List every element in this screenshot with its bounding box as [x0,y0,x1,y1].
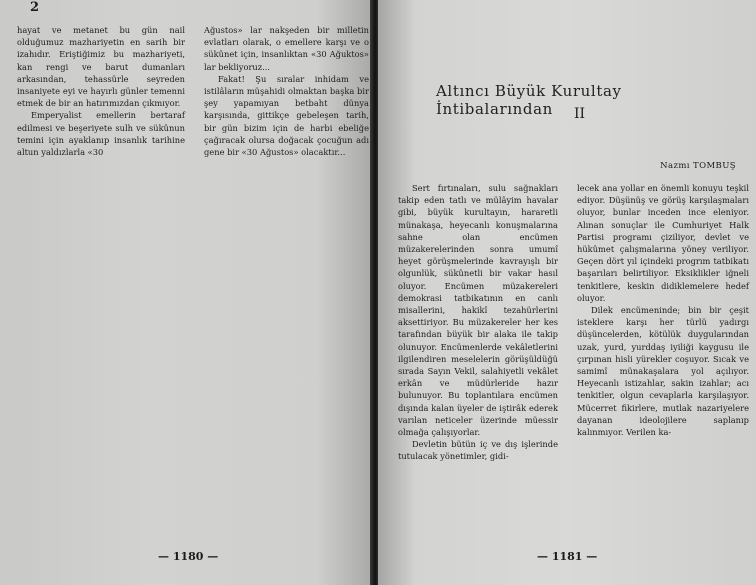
right-column-2 [577,182,749,438]
paragraph: Emperyalist emellerin bertaraf edilmesi ve beşeriyete sulh ve sükûnun temini için ayaklanıp insanlık tarihine altun yaldızlarla «30 [17,110,185,158]
right-column-1 [398,182,558,463]
left-column-1 [17,24,185,158]
article-title: Altıncı Büyük Kurultay İntibalarından [436,82,622,118]
article-part-numeral: II [574,106,586,122]
top-page-number: 2 [30,0,40,15]
paragraph: lecek ana yollar en önemli konuyu teşkil ediyor. Düşünüş ve görüş karşılaşmaları oluyor, bunlar inceden ince eleniyor. Alınan sonuçlar ile Cumhuriyet Halk Partisi programı çiziliyor, devlet ve hükûmet çalışmalarına yöney veriliyor. Geçen dört yıl içindeki progrım tatbikatı başarıları belirtiliyor. Eksiklikler iğneli tenkitlere, keskin didiklemelere hedef oluyor. [577,183,749,303]
right-page [378,0,756,585]
author-name: Nazmı TOMBUŞ [660,161,736,171]
paragraph: Devletin bütün iç ve dış işlerinde tutulacak yönetimler, gidi- [398,439,558,462]
right-footer-page-number: — 1181 — [537,550,598,563]
paragraph: Ağustos» lar nakşeden bir milletin evlatları olarak, o emellere karşı ve o sükûnet için, insanlıktan «30 Ağuktos» lar bekliyoruz... [204,25,369,72]
left-page [0,0,372,585]
paragraph: Dilek encümeninde; bin bir çeşit isteklere karşı her türlü yadırgı düşüncelerden, kötülük duygularından uzak, yurd, yurddaş iyiliği kaygusu ile çırpınan hisli yürekler coşuyor. Sıcak ve samimî münakaşalara yol açılıyor. Heyecanlı istizahlar, sakin izahlar; acı tenkitler, olgun cevaplarla karşılaşıyor. Mücerret fikirlere, mutlak nazariyelere dayanan ideolojilere saplanıp kalınmıyor. Verilen ka- [577,305,749,438]
left-footer-page-number: — 1180 — [158,550,219,563]
left-column-2 [204,24,369,158]
paragraph: hayat ve metanet bu gün nail olduğumuz mazhariyetin en sarih bir izahıdır. Eriştiğimiz bu mazhariyeti, kan rengi ve barut dumanları arkasından, tehassürle seyreden insaniyete eyi ve hayırlı günler temenni etmek de bir an hatırımızdan çıkmıyor. [17,25,185,109]
paragraph: Fakat! Şu sıralar inhidam ve istilâların müşahidi olmaktan başka bir şey yapamıyan betbaht dünya karşısında, gittikçe gebeleşen tarih, bir gün bizim için de harbi ebeliğe çağıracak olursa doğacak çocuğun adı gene bir «30 Ağustos» olacaktır... [204,73,369,158]
paragraph: Sert fırtınaları, sulu sağnakları takip eden tatlı ve mülâyim havalar gibi, büyük kurultayın, hararetli münakaşa, heyecanlı konuşmalarına sahne olan encümen müzakerelerinden sonra umumî heyet görüşmelerinde kavrayışlı bir olgunlük, sükûnetli bir vakar hasıl oluyor. Encümen müzakereleri demokrasi tatbikatının en canlı misallerini, hakikî tezahürlerini aksettiriyor. Bu müzakereler her kes tarafından büyük bir alaka ile takip olunuyor. Encümenlerde vekâletlerini ilgilendiren meselelerin görüşüldüğü sırada Sayın Vekil, salahiyetli vekâlet erkân ve müdürleride hazır bulunuyor. Bu toplantılara encümen dışında kalan üyeler de iştirâk ederek varılan neticeler üzerinde müessir olmağa çalışıyorlar. [398,183,558,438]
